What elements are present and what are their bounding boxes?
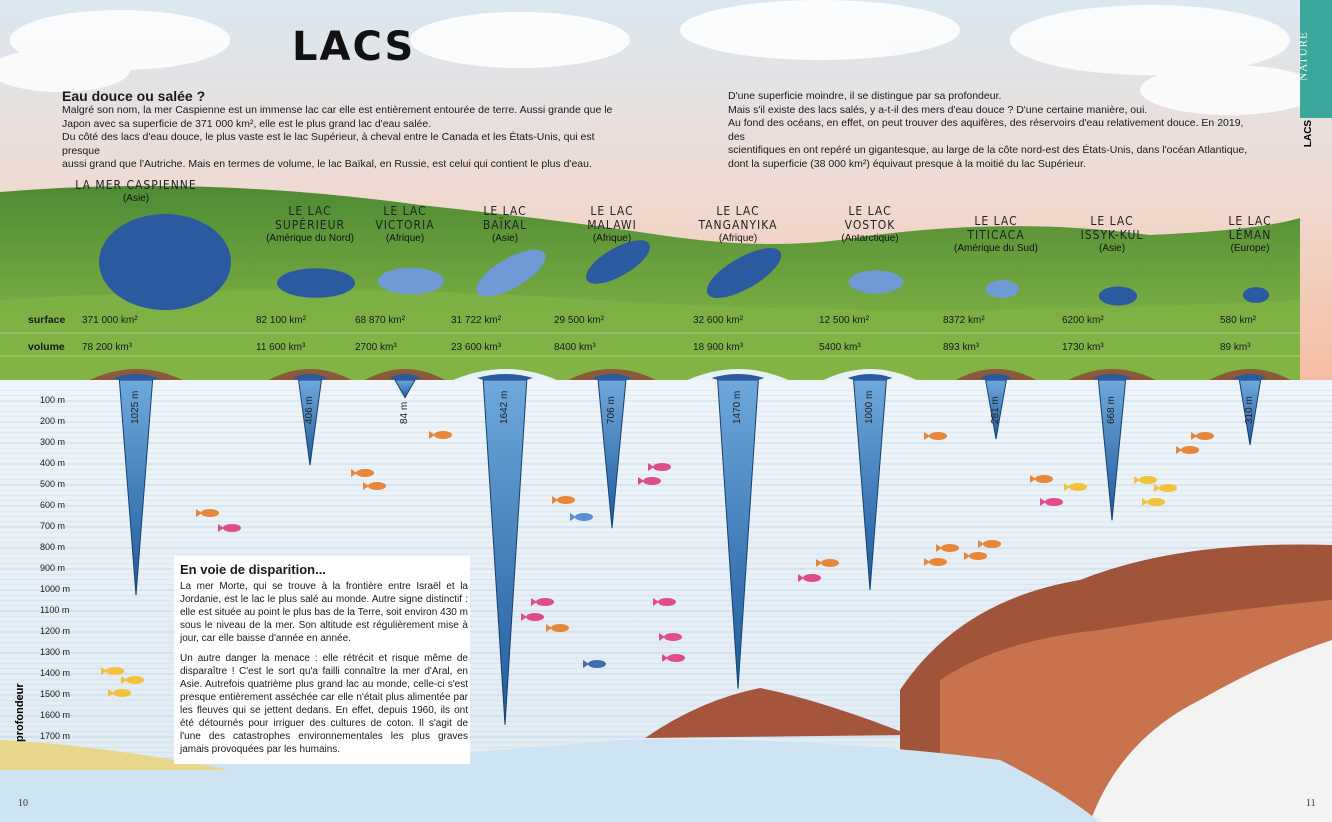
page-number-left: 10 xyxy=(18,798,28,809)
lake-name xyxy=(800,204,940,246)
lake-depth-label: 406 m xyxy=(304,396,315,424)
depth-tick-label: 1200 m xyxy=(40,626,71,636)
lake-name-line: LE LAC xyxy=(1090,214,1134,228)
depth-tick-label: 700 m xyxy=(40,521,66,531)
intro-right-line: dont la superficie (38 000 km²) équivaut presque à la moitié du lac Supérieur. xyxy=(728,157,1086,170)
depth-tick-label: 200 m xyxy=(40,416,66,426)
lake-name-line: LE LAC xyxy=(848,204,892,218)
intro-right-text xyxy=(728,90,1248,171)
lake-depth-label: 310 m xyxy=(1244,396,1255,424)
lake-volume-value: 78 200 km³ xyxy=(82,342,133,353)
lake-volume-value: 1730 km³ xyxy=(1062,342,1104,353)
depth-tick-label: 900 m xyxy=(40,563,66,573)
lake-region: (Asie) xyxy=(122,193,150,204)
lake-surface-value: 580 km² xyxy=(1220,315,1257,326)
depth-tick-label: 800 m xyxy=(40,542,66,552)
lake-region: (Afrique) xyxy=(385,233,425,244)
lake-outline-shape xyxy=(849,270,903,293)
lake-outline-shape xyxy=(985,280,1019,298)
lake-surface-value: 12 500 km² xyxy=(819,315,870,326)
lake-volume-value: 2700 km³ xyxy=(355,342,397,353)
lake-region: (Afrique) xyxy=(592,233,632,244)
section-side-label: LACS xyxy=(1302,119,1314,148)
lake-name-line: LE LAC xyxy=(974,214,1018,228)
lake-region: (Antarctique) xyxy=(841,233,899,244)
surface-row-label: surface xyxy=(28,314,66,326)
depth-tick-label: 1600 m xyxy=(40,710,71,720)
endangered-heading: En voie de disparition... xyxy=(180,562,326,577)
lake-name-line: LE LAC xyxy=(716,204,760,218)
lake-depth-label: 84 m xyxy=(399,401,410,424)
intro-left-line: Japon avec sa superficie de 371 000 km², elle est le plus grand lac d'eau salée. xyxy=(62,117,432,130)
lake-volume-value: 11 600 km³ xyxy=(256,342,306,353)
endangered-paragraph-2: Un autre danger la menace : elle rétrécit et risque même de disparaître ! C'est le sort qu'a failli connaître la mer d'Aral, en Asie. Autrefois quatrième plus grand lac au monde, celle-ci s'est presque entièrement asséchée car elle n'était plus alimentée par les fleuves qui se jettent dedans. En effet, depuis 1960, ils ont été détournés pour irriguer des cultures de coton. Il s'agit de l'une des catastrophes environnementales les plus graves jamais provoquées par les humains. xyxy=(180,653,468,755)
lake-depth-label: 1470 m xyxy=(732,390,743,424)
lake-region: (Asie) xyxy=(491,233,519,244)
lake-name-line: LA MER CASPIENNE xyxy=(75,178,197,192)
depth-tick-label: 1100 m xyxy=(40,605,70,615)
lake-name-line: TANGANYIKA xyxy=(698,218,778,232)
lake-outline-shape xyxy=(99,214,231,310)
depth-tick-label: 1400 m xyxy=(40,668,71,678)
depth-tick-label: 1300 m xyxy=(40,647,71,657)
intro-right-line: D'une superficie moindre, il se distingue par sa profondeur. xyxy=(728,90,1002,102)
lake-depth-label: 1000 m xyxy=(864,390,875,424)
lake-name-line: LE LAC xyxy=(383,204,427,218)
lake-region: (Europe) xyxy=(1230,243,1270,254)
page-title: LACS xyxy=(292,24,416,70)
lake-depth-label: 706 m xyxy=(606,396,617,424)
lake-name-line: LE LAC xyxy=(483,204,527,218)
lake-region: (Afrique) xyxy=(718,233,758,244)
depth-tick-label: 600 m xyxy=(40,500,66,510)
lake-volume-value: 18 900 km³ xyxy=(693,342,744,353)
lake-name-line: LE LAC xyxy=(288,204,332,218)
lake-depth-label: 668 m xyxy=(1106,396,1117,424)
lake-surface-value: 6200 km² xyxy=(1062,315,1104,326)
lake-name-line: BAÏKAL xyxy=(482,218,528,232)
volume-row-label: volume xyxy=(28,341,65,353)
lake-name-line: VICTORIA xyxy=(375,218,435,232)
lake-surface-value: 31 722 km² xyxy=(451,315,502,326)
depth-axis-label: profondeur xyxy=(14,683,26,742)
lake-volume-value: 23 600 km³ xyxy=(451,342,502,353)
intro-left-text xyxy=(62,104,622,172)
lake-depth-label: 281 m xyxy=(990,396,1001,424)
intro-right-line: Au fond des océans, en effet, on peut trouver des aquifères, des réservoirs d'eau relativement douce. En 2019, des xyxy=(728,117,1244,143)
lake-name-line: TITICACA xyxy=(967,228,1025,242)
lake-name xyxy=(668,204,808,246)
depth-tick-label: 1500 m xyxy=(40,689,71,699)
lake-name xyxy=(1180,214,1320,256)
page-number-right: 11 xyxy=(1306,798,1316,809)
lake-surface-value: 68 870 km² xyxy=(355,315,406,326)
lake-volume-value: 893 km³ xyxy=(943,342,980,353)
intro-left-line: aussi grand que l'Autriche. Mais en termes de volume, le lac Baïkal, en Russie, est celui qui contient le plus d'eau. xyxy=(62,158,592,170)
lake-name-line: LE LAC xyxy=(590,204,634,218)
lake-name-line: ISSYK-KUL xyxy=(1080,228,1144,242)
depth-tick-label: 100 m xyxy=(40,395,66,405)
lake-outline-shape xyxy=(277,268,355,298)
lake-name xyxy=(1042,214,1182,256)
depth-tick-label: 500 m xyxy=(40,479,66,489)
lake-region: (Amérique du Sud) xyxy=(954,243,1038,254)
depth-tick-label: 400 m xyxy=(40,458,66,468)
lake-outline-shape xyxy=(1099,286,1137,305)
intro-left-line: Du côté des lacs d'eau douce, le plus vaste est le lac Supérieur, à cheval entre le Canada et les États-Unis, qui est presque xyxy=(62,131,595,157)
endangered-paragraph-1: La mer Morte, qui se trouve à la frontière entre Israël et la Jordanie, est le lac le plus salé au monde. Autre signe distinctif : elle est située au point le plus bas de la Terre, soit environ 430 m sous le niveau de la mer. Son altitude est régulièrement mise à jour, car elle baisse d'année en année. xyxy=(180,581,468,644)
lake-name-line: VOSTOK xyxy=(844,218,896,232)
intro-left-line: Malgré son nom, la mer Caspienne est un immense lac car elle est entièrement entourée de terre. Aussi grande que le xyxy=(62,104,613,116)
intro-right-line: Mais s'il existe des lacs salés, y a-t-il des mers d'eau douce ? D'une certaine manière, oui. xyxy=(728,103,1148,116)
lake-surface-value: 29 500 km² xyxy=(554,315,605,326)
lake-region: (Asie) xyxy=(1098,243,1126,254)
lake-outline-shape xyxy=(1243,287,1269,303)
lake-surface-value: 371 000 km² xyxy=(82,315,138,326)
lake-name-line: SUPÉRIEUR xyxy=(275,218,345,232)
depth-tick-label: 1000 m xyxy=(40,584,71,594)
lake-name-line: LE LAC xyxy=(1228,214,1272,228)
lake-surface-value: 32 600 km² xyxy=(693,315,744,326)
lake-region: (Amérique du Nord) xyxy=(266,233,354,244)
chapter-tab-label: NATURE xyxy=(1297,31,1310,81)
depth-tick-label: 300 m xyxy=(40,437,66,447)
lake-surface-value: 8372 km² xyxy=(943,315,985,326)
intro-heading: Eau douce ou salée ? xyxy=(62,88,206,104)
lake-volume-value: 89 km³ xyxy=(1220,342,1251,353)
intro-right-line: scientifiques en ont repéré un gigantesque, au large de la côte nord-est des États-Unis, dans l'océan Atlantique, xyxy=(728,144,1248,156)
lake-name xyxy=(66,178,206,206)
lake-name xyxy=(542,204,682,246)
lake-depth-label: 1025 m xyxy=(130,390,141,424)
lake-depth-label: 1642 m xyxy=(499,390,510,424)
lake-surface-value: 82 100 km² xyxy=(256,315,307,326)
lake-volume-value: 5400 km³ xyxy=(819,342,861,353)
depth-tick-label: 1700 m xyxy=(40,731,71,741)
endangered-box xyxy=(174,556,470,764)
lake-name-line: MALAWI xyxy=(587,218,637,232)
lake-volume-value: 8400 km³ xyxy=(554,342,596,353)
lake-name-line: LÉMAN xyxy=(1228,228,1272,242)
lake-outline-shape xyxy=(378,268,444,294)
